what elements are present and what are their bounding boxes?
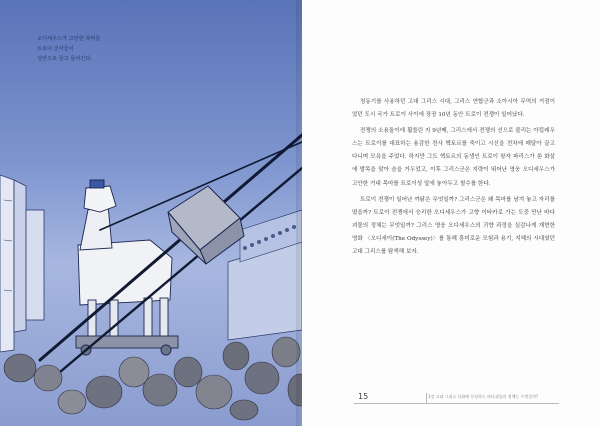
footer-rule: [354, 403, 559, 404]
trojan-horse: [76, 180, 178, 355]
stone-block: [168, 186, 244, 264]
illustration-caption: 오디세우스가 고안한 목마를 트로이 군사들이 성안으로 끌고 들어간다.: [37, 36, 101, 62]
paragraph: 청동기를 사용하던 고대 그리스 시대, 그리스 연합군과 소아시아 무역의 거점이었던 도시 국가 트로이 사이에 장장 10년 동안 트로이 전쟁이 일어났다.: [352, 99, 555, 119]
city-wall: [0, 175, 44, 352]
paragraph: 전쟁의 소용돌이에 휩쓸린 지 9년째, 그리스에서 전쟁의 선으로 불리는 아킬레우스는 트로이를 대표하는 용감한 전사 헥토르를 죽이고 시신을 전차에 매달아 끌고 다니며 모욕을 주었다. 하지만 그도 헥토르의 동생인 트로이 왕자 파리스가 쏜 화살에 발목을 맞아 숨을 거두었고, 이후 그리스군은 지략이 뛰어난 영웅 오디세우스가 고안한 거대 목마를 트로이성 앞에 놓아두고 철수를 한다.: [352, 128, 555, 187]
text-page: [302, 0, 600, 426]
running-head: 1장 고대 그리스 신화에 등장하는 바다괴물의 정체는 무엇일까?: [428, 394, 539, 399]
page-number: 15: [358, 392, 369, 401]
crowd: [4, 337, 302, 420]
body-text: [352, 96, 555, 262]
paragraph: 트로이 전쟁이 일어난 까닭은 무엇일까? 그리스군은 왜 목마를 남겨 놓고 자리를 떴을까? 트로이 전쟁에서 승리한 오디세우스가 고향 이타카로 가는 도중 만난 바다 괴물의 정체는 무엇일까? 그리스 영웅 오디세우스의 귀향 과정을 실감나게 재현한 영화 〈오디세이(The Odyssey)〉를 통해 흥미로운 모험과 용기, 지혜의 시대였던 고대 그리스를 탐색해 보자.: [352, 196, 555, 256]
